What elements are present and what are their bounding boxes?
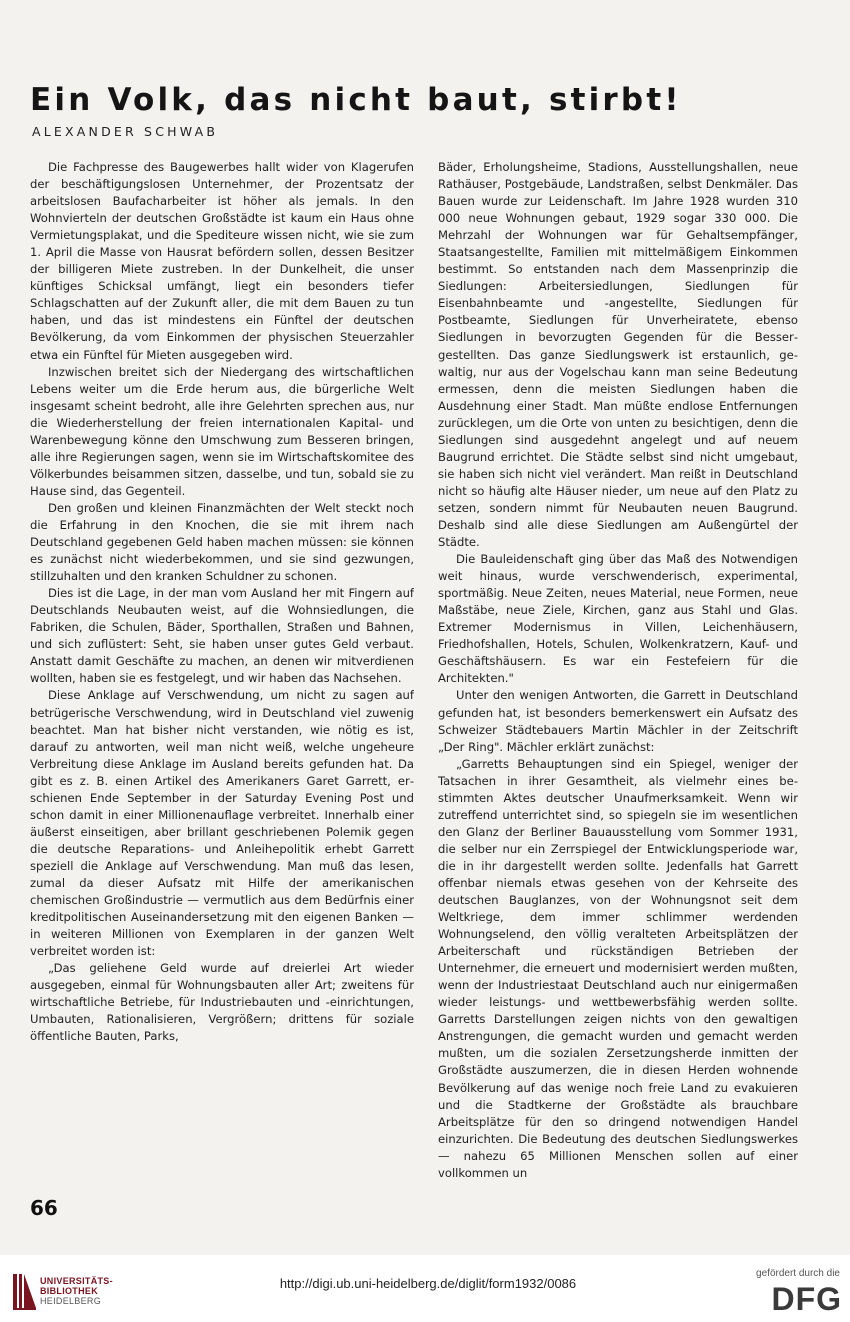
paragraph: Die Fachpresse des Baugewerbes hallt wider von Klagerufen der beschäftigungslosen Unternehmer, der Prozentsatz der arbeitslosen Baufacharbeiter ist höher als jemals. In den Wohnvierteln der deutschen Großstädte ist kaum ein Haus ohne Vermietungsplakat, und die Spediteure wissen nicht, wie sie zum 1. April die Masse von Hausrat befördern sollen, dessen Besitzer der billigeren Miete zustreben. In der Dunkelheit, die unser künftiges Schicksal umfängt, liegt ein besonders tiefer Schlagschatten auf der Zukunft aller, die mit dem Bauen zu tun haben, und das ist mindestens ein Fünftel der deutschen Bevölkerung, da vom Einkommen der physischen Steuerzahler etwa ein Fünftel für Mieten ausgegeben wird. (30, 160, 414, 362)
permalink-url[interactable]: http://digi.ub.uni-heidelberg.de/diglit/form1932/0086 (279, 1276, 577, 1291)
paragraph: Dies ist die Lage, in der man vom Ausland her mit Fingern auf Deutschlands Neubauten weist, auf die Wohnsiedlungen, die Fabriken, die Schulen, Bäder, Sporthallen, Straßen und Bahnen, und sich zuflüstert: Seht, sie haben unser gutes Geld verbaut. Anstatt damit Geschäfte zu machen, an denen wir mitverdienen wollten, haben sie es festgelegt, und wir haben das Nachsehen. (30, 586, 414, 686)
paragraph: „Das geliehene Geld wurde auf dreierlei Art wieder ausgegeben, einmal für Wohnungsbauten aller Art; zweitens für wirtschaftliche Betriebe, für Industriebauten und -einrichtungen, Umbauten, Rationalisieren, Vergrößern; drittens für soziale öffentliche Bauten, Parks, (30, 961, 414, 1044)
right-column (438, 159, 798, 1219)
library-crest-icon (10, 1270, 40, 1312)
funding-caption: gefördert durch die (756, 1268, 840, 1279)
paragraph: Unter den wenigen Antworten, die Garrett in Deutschland gefunden hat, ist besonders bemerkenswert ein Aufsatz des Schweizer Städtebauers Martin Mächler in der Zeitschrift „Der Ring". Mächler erklärt zunächst: (438, 688, 798, 754)
library-logo[interactable] (10, 1270, 160, 1315)
page-number: 66 (30, 1196, 58, 1220)
left-column (30, 159, 414, 1219)
paragraph: Die Bauleidenschaft ging über das Maß des Notwendigen weit hinaus, wurde verschwenderisch, experimental, sportmäßig. Neue Zeiten, neues Material, neue Formen, neue Maßstäbe, neue Ziele, Kirchen, ganz aus Stahl und Glas. Extremer Modernismus in Villen, Leichenhäusern, Friedhofshallen, Hotels, Schulen, Wolkenkratzern, Kauf- und Geschäftshäusern. Es war ein Festefeiern für die Architekten." (438, 552, 798, 686)
paragraph: „Garretts Behauptungen sind ein Spiegel, weniger der Tatsachen in ihrer Gesamtheit, als vielmehr eines bestimmten Aktes deutscher Unaufmerksamkeit. Wenn wir zutreffend unterrichtet sind, so spiegeln sie im wesentlichen den Glanz der Berliner Bauausstellung vom Sommer 1931, die selber nur ein Zerrspiegel der Entwicklungsperiode war, die in ihr dargestellt werden sollte. Jedenfalls hat Garrett offenbar niemals etwas gesehen von der Kehrseite des deutschen Bauglanzes, von der Wohnungsnot seit dem Weltkriege, dem immer schlimmer werdenden Wohnungselend, den völlig veralteten Arbeitsplätzen der Arbeiterschaft und rückständigen Betrieben der Unternehmer, die erneuert und modernisiert werden mußten, wenn der Industriestaat Deutschland auch nur einigermaßen wieder leistungs- und wettbewerbsfähig werden sollte. Garretts Darstellungen zeigen nichts von den gewaltigen Anstrengungen, die gemacht wurden und gemacht werden mußten, um die sozialen Zersetzungsherde inmitten der Großstädte auszumerzen, die in diesen Herden wohnende Bevölkerung auf das wenige noch freie Land zu evakuieren und die Stadtkerne der Großstädte als brauchbare Arbeitsplätze für den so dringend notwendigen Handel einzurichten. Die Bedeutung des deutschen Siedlungswerkes — nahezu 65 Millionen Menschen sollen auf einer vollkommen un (438, 756, 798, 1180)
article-title: Ein Volk, das nicht baut, stirbt! (30, 82, 682, 118)
paragraph: Den großen und kleinen Finanzmächten der Welt steckt noch die Erfahrung in den Knochen, die sie mit ihrem nach Deutschland gegebenen Geld haben machen müssen: sie können es zunächst nicht wiederbekommen, und sie sind gezwungen, stillzuhalten und den kranken Schuldner zu schonen. (30, 500, 414, 584)
dfg-logo[interactable]: DFG (771, 1281, 842, 1317)
paragraph: Inzwischen breitet sich der Niedergang des wirtschaftlichen Lebens weiter um die Erde herum aus, die bürgerliche Welt insgesamt scheint bedroht, alle ihre Gelehrten sprechen aus, nur die Wiederherstellung der freien internationalen Kapital- und Warenbewegung könne den Umschwung zum Besseren bringen, alle ihre Regierungen sagen, wenn sie im Wirtschaftskomitee des Völkerbundes beisammen sitzen, dasselbe, und tun, sobald sie zu Hause sind, das Gegenteil. (30, 364, 414, 498)
paragraph: Bäder, Erholungsheime, Stadions, Ausstellungshallen, neue Rathäuser, Postgebäude, Landstraßen, selbst Denkmäler. Das Bauen wurde zur Leidenschaft. Im Jahre 1928 wurden 310 000 neue Wohnungen gebaut, 1929 sogar 330 000. Die Mehrzahl der Wohnungen war für Gehaltsempfänger, Staatsangestellte, Familien mit mittelmäßigem Einkommen bestimmt. So entstanden nach dem Massenprinzip die Siedlungen: Arbeitersiedlungen, Siedlungen für Eisenbahnbeamte und -angestellte, Siedlungen für Postbeamte, Siedlungen für Unverheiratete, ebenso Siedlungen in bevorzugten Gegenden für die Bessergestellten. Das ganze Siedlungswerk ist erstaunlich, gewaltig, nur aus der Vogelschau kann man seine Bedeutung ermessen, denn die meisten Siedlungen haben die Ausdehnung einer Stadt. Man müßte endlose Entfernungen zurücklegen, um die Orte von unten zu besichtigen, denn die Siedlungen sind ausgedehnt angelegt und auf neuem Baugrund errichtet. Die Städte selbst sind nicht umgebaut, sie haben sich nicht viel verändert. Man reißt in Deutschland nicht so häufig alte Häuser nieder, um neue auf den Platz zu setzen, sondern nimmt für Neubauten neuen Baugrund. Deshalb sind alle diese Siedlungen am Außengürtel der Städte. (438, 160, 798, 550)
library-logo-line: HEIDELBERG (40, 1296, 102, 1306)
article-author: ALEXANDER SCHWAB (32, 124, 219, 139)
paragraph: Diese Anklage auf Verschwendung, um nicht zu sagen auf betrügerische Verschwendung, wird in Deutschland viel zuwenig beachtet. Man hat bisher nicht verstanden, wie nötig es ist, darauf zu antworten, weil man nicht weiß, welche ungeheure Verbreitung diese Anklage im Ausland bereits gefunden hat. Da gibt es z. B. einen Artikel des Amerikaners Garet Garrett, erschienen Ende September in der Saturday Evening Post und schon damit in einer Millionenauflage verbreitet. Innerhalb einer äußerst einseitigen, aber brillant geschriebenen Polemik gegen die deutsche Reparations- und Anleihepolitik erhebt Garrett speziell die Anklage auf Verschwendung. Man muß das lesen, zumal da dieser Aufsatz mit Hilfe der amerikanischen chemischen Großindustrie — vermutlich aus dem Bedürfnis einer kreditpolitischen Auseinandersetzung mit den eigenen Banken — in weiteren Millionen von Exemplaren in der ganzen Welt verbreitet worden ist: (30, 688, 414, 959)
library-logo-line: UNIVERSITÄTS- (40, 1276, 113, 1286)
library-logo-line: BIBLIOTHEK (40, 1286, 98, 1296)
